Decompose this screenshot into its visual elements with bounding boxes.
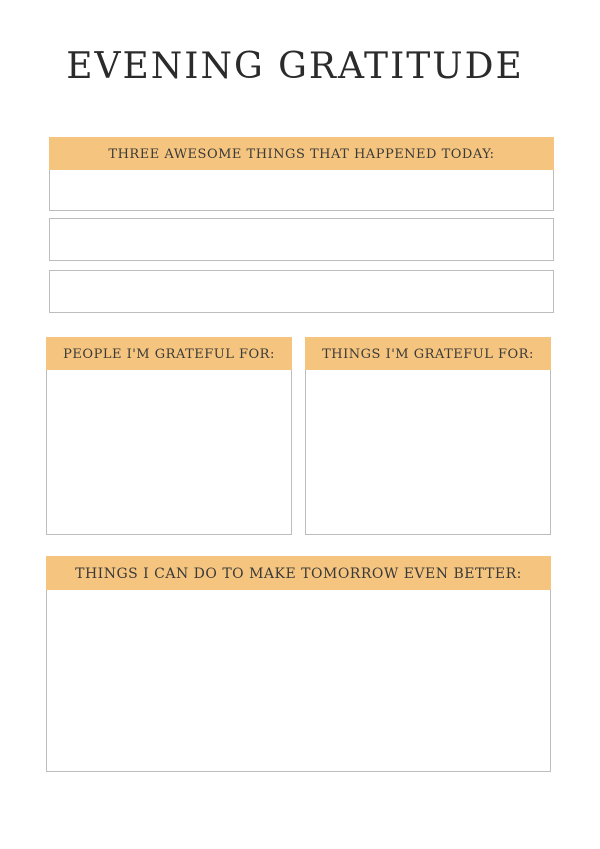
awesome-entry-1[interactable] [49, 170, 554, 211]
tomorrow-header [46, 556, 551, 591]
things-header [305, 337, 551, 371]
people-header [46, 337, 292, 371]
things-header-label: THINGS I'M GRATEFUL FOR: [322, 346, 534, 362]
page-title: EVENING GRATITUDE [66, 46, 524, 87]
three-awesome-header [49, 137, 554, 171]
people-entry-box[interactable] [46, 370, 292, 535]
awesome-entry-2[interactable] [49, 218, 554, 261]
three-awesome-header-label: THREE AWESOME THINGS THAT HAPPENED TODAY: [108, 146, 495, 162]
tomorrow-header-label: THINGS I CAN DO TO MAKE TOMORROW EVEN BETTER: [75, 565, 522, 582]
things-entry-box[interactable] [305, 370, 551, 535]
tomorrow-entry-box[interactable] [46, 590, 551, 772]
awesome-entry-3[interactable] [49, 270, 554, 313]
people-header-label: PEOPLE I'M GRATEFUL FOR: [63, 346, 275, 362]
